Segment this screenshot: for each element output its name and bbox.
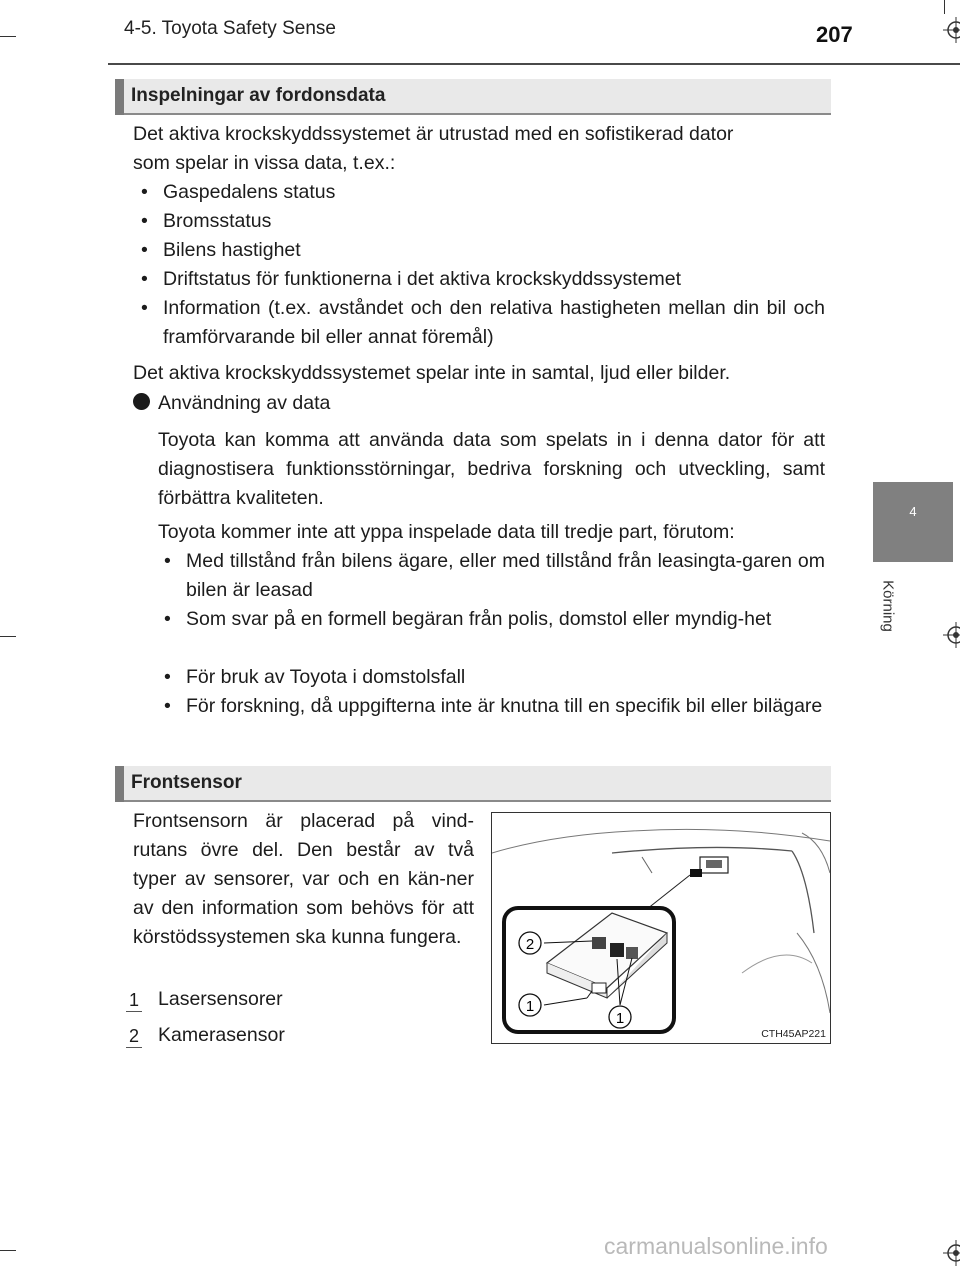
legend-label: Kamerasensor <box>158 1024 285 1046</box>
figure-code: CTH45AP221 <box>761 1028 826 1040</box>
chapter-label-text: Körning <box>879 580 897 632</box>
usage-paragraph: Toyota kan komma att använda data som spelats in i denna dator för att diagnostisera funktionsstörningar, bedriva forskning och utveckling, samt förbättra kvaliteten. <box>158 429 825 509</box>
registration-mark-icon <box>943 17 960 43</box>
legend-number: 1 <box>126 989 142 1012</box>
watermark: carmanualsonline.info <box>604 1233 828 1259</box>
crop-mark <box>0 36 16 37</box>
legend-label: Lasersensorer <box>158 988 283 1010</box>
front-sensor-description: Frontsensorn är placerad på vind-rutans övre del. Den består av två typer av sensorer, var och en kän-ner av den information som behövs för att körstödssystemen ska kunna fungera. <box>133 810 474 948</box>
section-heading-text: Frontsensor <box>131 772 242 793</box>
section-heading-vehicle-data <box>115 79 831 115</box>
callout-label: 2 <box>525 936 535 953</box>
section-heading-front-sensor <box>115 766 831 802</box>
intro-line: Det aktiva krockskyddssystemet är utrustad med en sofistikerad dator <box>133 123 734 145</box>
chapter-number: 4 <box>909 504 917 519</box>
section-heading-text: Inspelningar av fordonsdata <box>131 85 386 106</box>
callout-label: 1 <box>615 1010 625 1027</box>
running-header-section: 4-5. Toyota Safety Sense <box>124 18 336 39</box>
intro-line: som spelar in vissa data, t.ex.: <box>133 152 396 174</box>
registration-mark-icon <box>943 622 960 648</box>
windshield-illustration <box>492 813 831 1044</box>
legend-number: 2 <box>126 1025 142 1048</box>
crop-mark <box>0 1250 16 1251</box>
crop-mark <box>944 0 945 14</box>
callout-label: 1 <box>525 998 535 1015</box>
crop-mark <box>0 636 16 637</box>
chapter-tab <box>873 482 953 562</box>
circle-bullet-icon <box>133 393 150 410</box>
header-rule <box>108 63 960 65</box>
page-number: 207 <box>816 22 853 47</box>
usage-heading: Användning av data <box>158 392 331 414</box>
registration-mark-icon <box>943 1240 960 1266</box>
disclosure-intro: Toyota kommer inte att yppa inspelade data till tredje part, förutom: <box>158 521 735 543</box>
chapter-label <box>876 570 900 642</box>
no-record-statement: Det aktiva krockskyddssystemet spelar inte in samtal, ljud eller bilder. <box>133 362 731 384</box>
front-sensor-figure <box>491 812 831 1044</box>
